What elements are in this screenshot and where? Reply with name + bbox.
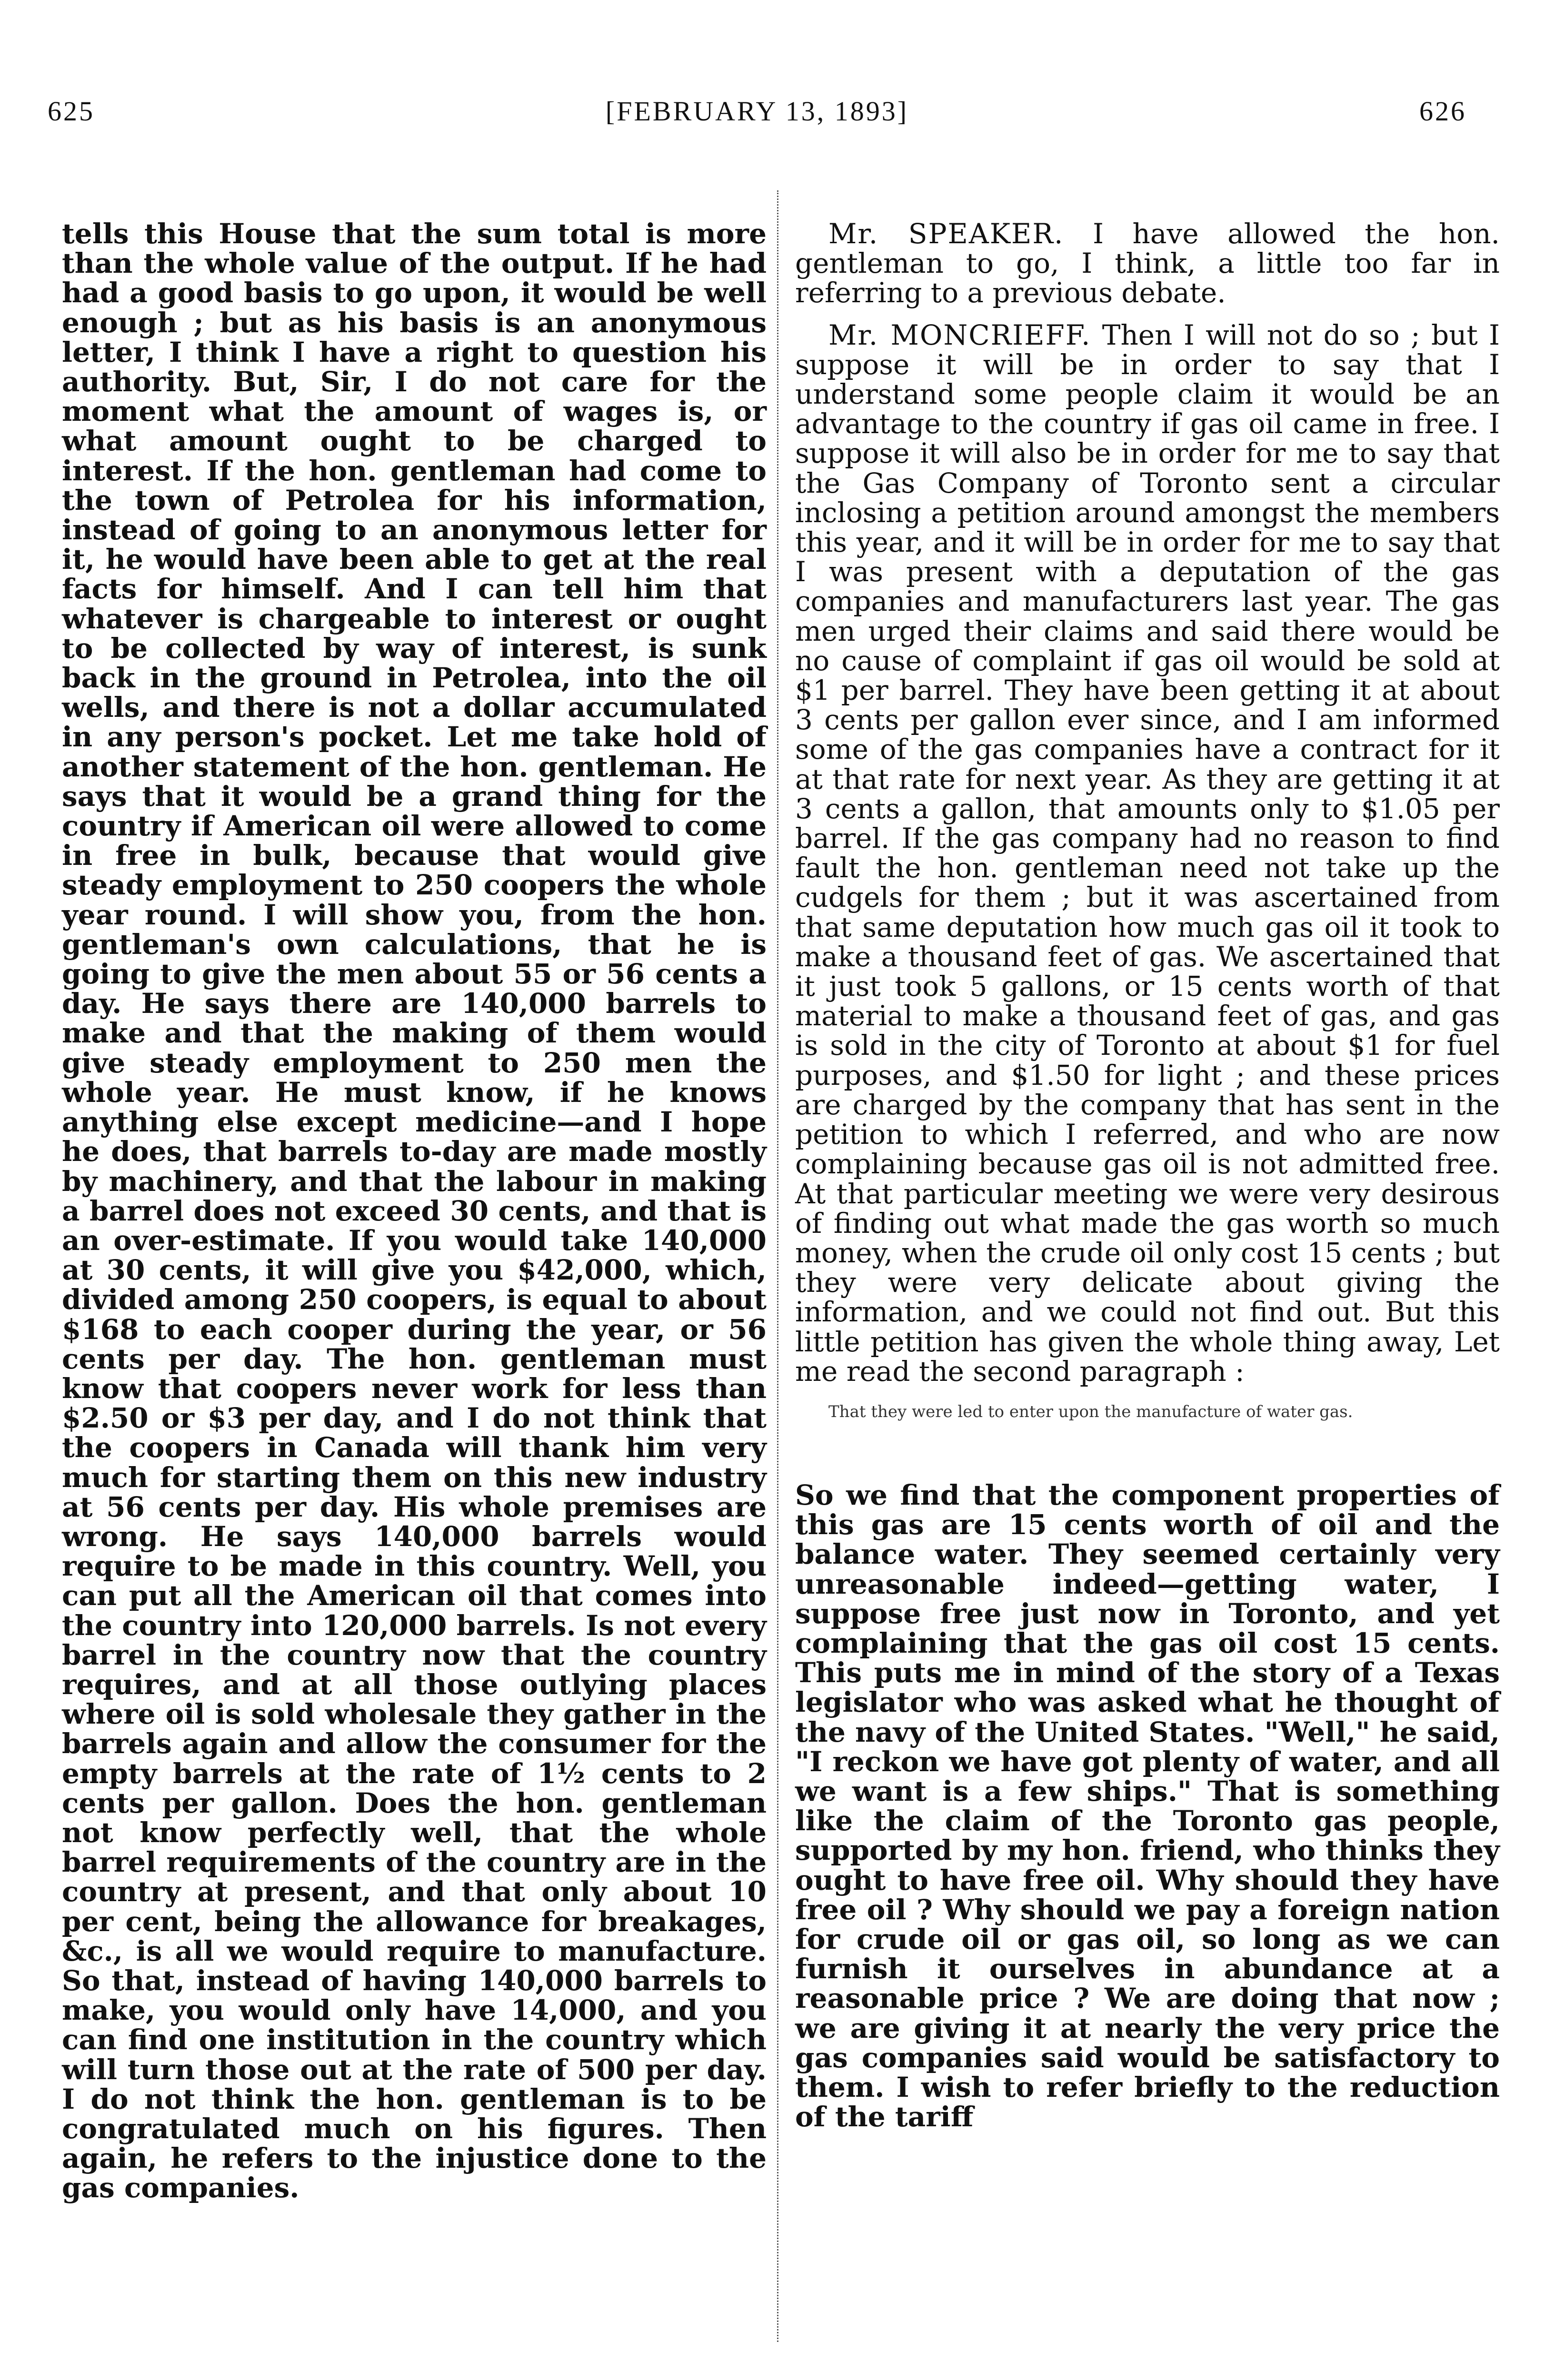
left-column — [62, 219, 767, 2203]
speaker-name: Mr. SPEAKER. — [828, 218, 1064, 250]
speech-text: I have allowed the hon. gentleman to go, I think, a little too far in referring to a previous debate. — [795, 218, 1500, 309]
right-page-number: 626 — [1419, 96, 1466, 127]
left-page-number: 625 — [48, 96, 95, 127]
speaker-name: Mr. MONCRIEFF. — [828, 318, 1091, 351]
page-header — [48, 95, 1466, 133]
quoted-petition: That they were led to enter upon the manufacture of water gas. — [828, 1402, 1353, 1421]
right-column — [795, 219, 1500, 2132]
left-column-paragraph: tells this House that the sum total is more than the whole value of the output. If he had had a good basis to go upon, it would be well enough ; but as his basis is an anonymous letter, I think I have a right to question his authority. But, Sir, I do not care for the moment what the amount of wages is, or what amount ought to be charged to interest. If the hon. gentleman had come to the town of Petrolea for his information, instead of going to an anonymous letter for it, he would have been able to get at the real facts for himself. And I can tell him that whatever is chargeable to interest or ought to be collected by way of interest, is sunk back in the ground in Petrolea, into the oil wells, and there is not a dollar accumulated in any person's pocket. Let me take hold of another statement of the hon. gentleman. He says that it would be a grand thing for the country if American oil were allowed to come in free in bulk, because that would give steady employment to 250 coopers the whole year round. I will show you, from the hon. gentleman's own calculations, that he is going to give the men about 55 or 56 cents a day. He says there are 140,000 barrels to make and that the making of them would give steady employment to 250 men the whole year. He must know, if he knows anything else except medicine—and I hope he does, that barrels to-day are made mostly by machinery, and that the labour in making a barrel does not exceed 30 cents, and that is an over-estimate. If you would take 140,000 at 30 cents, it will give you $42,000, which, divided among 250 coopers, is equal to about $168 to each cooper during the year, or 56 cents per day. The hon. gentleman must know that coopers never work for less than $2.50 or $3 per day, and I do not think that the coopers in Canada will thank him very much for starting them on this new industry at 56 cents per day. His whole premises are wrong. He says 140,000 barrels would require to be made in this country. Well, you can put all the American oil that comes into the country into 120,000 barrels. Is not every barrel in the country now that the country requires, and at all those outlying places where oil is sold wholesale they gather in the barrels again and allow the consumer for the empty barrels at the rate of 1½ cents to 2 cents per gallon. Does the hon. gentleman not know perfectly well, that the whole barrel requirements of the country are in the country at present, and that only about 10 per cent, being the allowance for breakages, &c., is all we would require to manufacture. So that, instead of having 140,000 barrels to make, you would only have 14,000, and you can find one institution in the country which will turn those out at the rate of 500 per day. I do not think the hon. gentleman is to be congratulated much on his figures. Then again, he refers to the injustice done to the gas companies. — [62, 218, 767, 2204]
header-date: [FEBRUARY 13, 1893] — [605, 96, 909, 127]
closing-paragraph: So we find that the component properties of this gas are 15 cents worth of oil and the balance water. They seemed certainly very unreasonable indeed—getting water, I suppose free just now in Toronto, and yet complaining that the gas oil cost 15 cents. This puts me in mind of the story of a Texas legislator who was asked what he thought of the navy of the United States. "Well," he said, "I reckon we have got plenty of water, and all we want is a few ships." That is something like the claim of the Toronto gas people, supported by my hon. friend, who thinks they ought to have free oil. Why should they have free oil ? Why should we pay a foreign nation for crude oil or gas oil, so long as we can furnish it ourselves in abundance at a reasonable price ? We are doing that now ; we are giving it at nearly the very price the gas companies said would be satisfactory to them. I wish to refer briefly to the reduction of the tariff — [795, 1478, 1500, 2133]
speaker-paragraph-2 — [795, 320, 1500, 1386]
column-divider — [777, 190, 778, 2342]
speech-text: Then I will not do so ; but I suppose it will be in order to say that I understand some people claim it would be an advantage to the country if gas oil came in free. I suppose it will also be in order for me to say that the Gas Company of Toronto sent a circular inclosing a petition around amongst the members this year, and it will be in order for me to say that I was present with a deputation of the gas companies and manufacturers last year. The gas men urged their claims and said there would be no cause of complaint if gas oil would be sold at $1 per barrel. They have been getting it at about 3 cents per gallon ever since, and I am informed some of the gas companies have a contract for it at that rate for next year. As they are getting it at 3 cents a gallon, that amounts only to $1.05 per barrel. If the gas company had no reason to find fault the hon. gentleman need not take up the cudgels for them ; but it was ascertained from that same deputation how much gas oil it took to make a thousand feet of gas. We ascertained that it just took 5 gallons, or 15 cents worth of that material to make a thousand feet of gas, and gas is sold in the city of Toronto at about $1 for fuel purposes, and $1.50 for light ; and these prices are charged by the company that has sent in the petition to which I referred, and who are now complaining because gas oil is not admitted free. At that particular meeting we were very desirous of finding out what made the gas worth so much money, when the crude oil only cost 15 cents ; but they were very delicate about giving the information, and we could not find out. But this little petition has given the whole thing away, Let me read the second paragraph : — [795, 318, 1500, 1388]
speaker-paragraph-1 — [795, 219, 1500, 308]
